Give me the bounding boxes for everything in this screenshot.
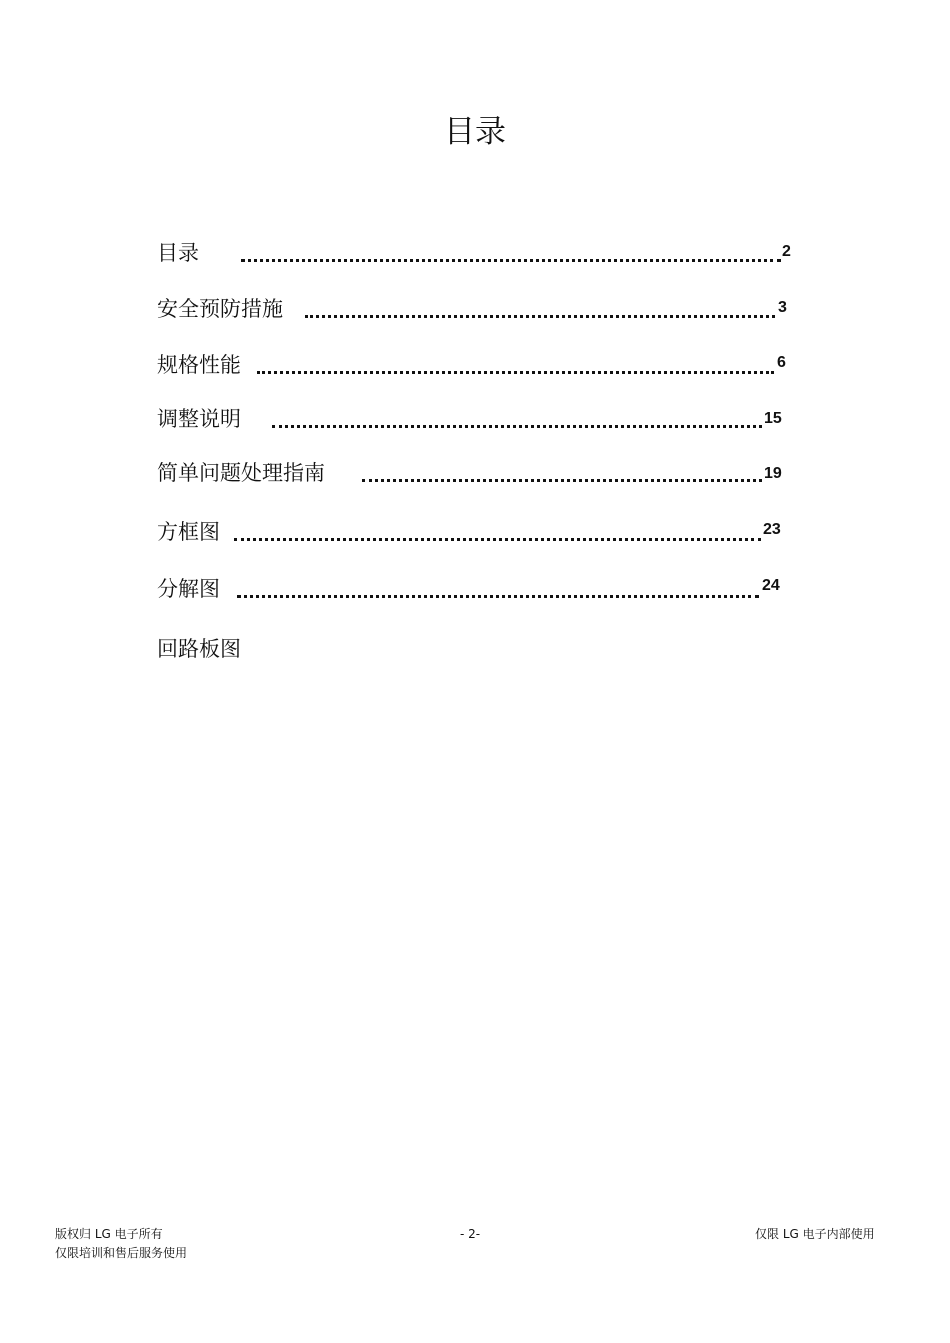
toc-leader-dots (234, 538, 761, 541)
toc-entry-label: 安全预防措施 (157, 297, 283, 321)
toc-entry-label: 目录 (157, 241, 199, 265)
toc-entry-contents[interactable] (157, 238, 797, 268)
toc-entry-page: 6 (777, 354, 786, 371)
toc-entry-label: 分解图 (157, 577, 220, 601)
toc-entry-adjustment[interactable] (157, 404, 797, 434)
toc-entry-page: 15 (764, 410, 782, 427)
toc-entry-label: 规格性能 (157, 353, 241, 377)
toc-entry-circuit-board[interactable] (157, 634, 797, 664)
toc-entry-page: 23 (763, 521, 781, 538)
toc-entry-troubleshooting[interactable] (157, 458, 797, 488)
toc-leader-dots (257, 371, 774, 374)
toc-entry-page: 24 (762, 577, 780, 594)
toc-entry-label: 方框图 (157, 520, 220, 544)
footer-internal-use: 仅限 LG 电子内部使用 (755, 1227, 875, 1241)
toc-entry-exploded-view[interactable] (157, 574, 797, 604)
toc-entry-specifications[interactable] (157, 350, 797, 380)
toc-entry-safety[interactable] (157, 294, 797, 324)
toc-entry-page: 3 (778, 299, 787, 316)
page-title: 目录 (444, 114, 506, 150)
toc-entry-label: 调整说明 (157, 407, 241, 431)
toc-leader-dots (362, 479, 762, 482)
toc-entry-label: 简单问题处理指南 (157, 461, 325, 485)
toc-leader-dots (241, 259, 781, 262)
footer-page-number: - 2- (460, 1227, 481, 1241)
toc-leader-dots (272, 425, 762, 428)
toc-leader-dots (237, 595, 759, 598)
footer-copyright: 版权归 LG 电子所有 (55, 1227, 163, 1241)
toc-leader-dots (305, 315, 775, 318)
toc-entry-block-diagram[interactable] (157, 517, 797, 547)
toc-entry-page: 2 (782, 243, 791, 260)
toc-entry-page: 19 (764, 465, 782, 482)
toc-entry-label: 回路板图 (157, 637, 241, 661)
footer-usage-note: 仅限培训和售后服务使用 (55, 1246, 188, 1260)
